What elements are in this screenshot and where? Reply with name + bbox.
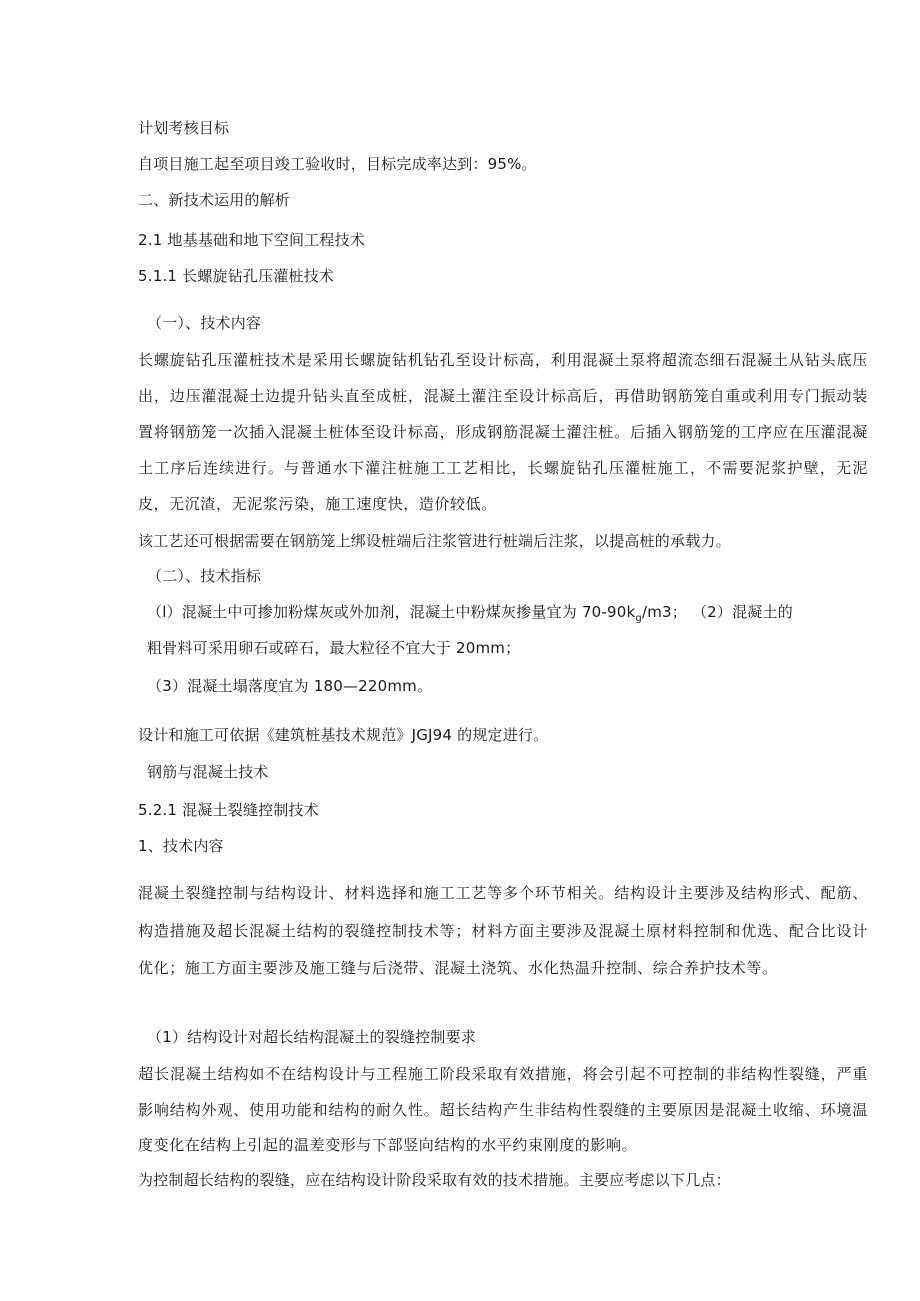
crack-control-paragraph: 混凝土裂缝控制与结构设计、材料选择和施工工艺等多个环节相关。结构设计主要涉及结构形式、配筋、构造措施及超长混凝土结构的裂缝控制技术等；材料方面主要涉及混凝土原材料控制和优选、配合比设计优化；施工方面主要涉及施工缝与后浇带、混凝土浇筑、水化热温升控制、综合养护技术等。 (138, 884, 868, 977)
section-5-1-1-heading: 5.1.1 长螺旋钻孔压灌桩技术 (138, 267, 335, 285)
index-item-1-subscript: g (635, 613, 642, 624)
grouting-paragraph: 该工艺还可根据需要在钢筋笼上绑设桩端后注浆管进行桩端后注浆，以提高桩的承载力。 (138, 532, 731, 550)
tech-content-heading-1: （一）、技术内容 (147, 314, 262, 332)
tech-index-heading: （二）、技术指标 (147, 567, 262, 585)
section-2-1-heading: 2.1 地基基础和地下空间工程技术 (138, 231, 366, 249)
plan-goal-heading: 计划考核目标 (138, 119, 230, 137)
plan-goal-text: 自项目施工起至项目竣工验收时，目标完成率达到：95%。 (138, 155, 537, 173)
index-item-1-text: （l）混凝土中可掺加粉煤灰或外加剂，混凝土中粉煤灰掺量宜为 70-90k (147, 603, 636, 621)
rebar-concrete-heading: 钢筋与混凝土技术 (147, 763, 269, 781)
section-5-2-1-heading: 5.2.1 混凝土裂缝控制技术 (138, 801, 319, 819)
structural-requirement-heading: （1）结构设计对超长结构混凝土的裂缝控制要求 (147, 1028, 476, 1046)
pile-technique-paragraph: 长螺旋钻孔压灌桩技术是采用长螺旋钻机钻孔至设计标高，利用混凝土泵将超流态细石混凝土从钻头底压出，边压灌混凝土边提升钻头直至成桩，混凝土灌注至设计标高后，再借助钢筋笼自重或利用专门振动装置将钢筋笼一次插入混凝土桩体至设计标高，形成钢筋混凝土灌注桩。后插入钢筋笼的工序应在压灌混凝土工序后连续进行。与普通水下灌注桩施工工艺相比，长螺旋钻孔压灌桩施工，不需要泥浆护壁，无泥皮，无沉渣，无泥浆污染，施工速度快，造价较低。 (138, 351, 868, 513)
index-item-1-line-b: 粗骨料可采用卵石或碎石，最大粒径不宜大于 20mm； (147, 639, 521, 657)
design-basis-text: 设计和施工可依据《建筑桩基技术规范》JGJ94 的规定进行。 (138, 726, 549, 744)
index-item-3: （3）混凝土塌落度宜为 180—220mm。 (147, 677, 433, 695)
tech-content-heading-2: 1、技术内容 (138, 837, 224, 855)
index-item-1-unit: /m3； （2）混凝土的 (641, 603, 793, 621)
section-2-heading: 二、新技术运用的解析 (138, 191, 291, 209)
control-measures-text: 为控制超长结构的裂缝，应在结构设计阶段采取有效的技术措施。主要应考虑以下几点： (138, 1171, 731, 1189)
index-item-1-line-a (147, 602, 793, 629)
overlong-structure-paragraph (138, 1057, 868, 1164)
overlong-structure-text: 超长混凝土结构如不在结构设计与工程施工阶段采取有效措施，将会引起不可控制的非结构性裂缝，严重影响结构外观、使用功能和结构的耐久性。超长结构产生非结构性裂缝的主要原因是混凝土收缩、环境温度变化在结构上引起的温差变形与下部竖向结构的水平约束刚度的影响。 (138, 1065, 868, 1154)
